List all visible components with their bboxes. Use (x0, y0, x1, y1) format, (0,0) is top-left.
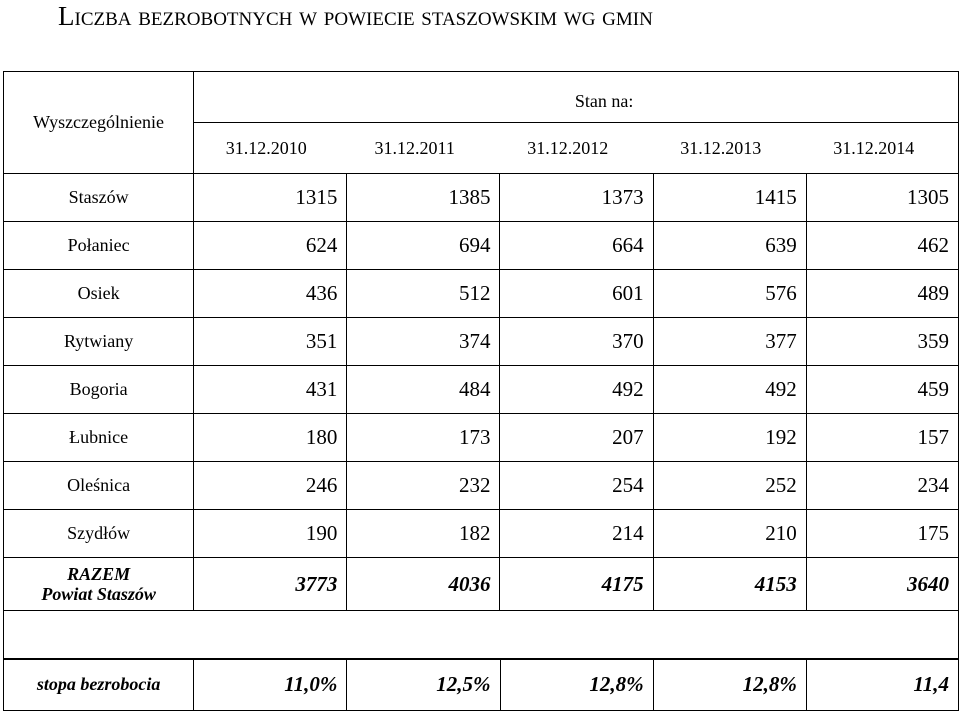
header-date: 31.12.2011 (374, 137, 455, 158)
header-row-label: Wyszczególnienie (4, 72, 194, 174)
table-cell: 576 (653, 270, 806, 318)
table-row (4, 510, 959, 558)
table-cell: 210 (653, 510, 806, 558)
row-label: Rytwiany (4, 318, 194, 366)
row-label: Bogoria (4, 366, 194, 414)
table-cell: 484 (347, 366, 500, 414)
rate-row (4, 659, 959, 711)
rate-cell: 11,4 (806, 659, 958, 711)
total-cell: 3640 (806, 558, 958, 611)
table-row (4, 222, 959, 270)
table-cell: 190 (194, 510, 347, 558)
table-cell: 234 (806, 462, 958, 510)
table-cell: 351 (194, 318, 347, 366)
table-cell: 1385 (347, 174, 500, 222)
header-date: 31.12.2013 (680, 137, 762, 158)
table-cell: 377 (653, 318, 806, 366)
table-cell: 462 (806, 222, 958, 270)
table-cell: 694 (347, 222, 500, 270)
table-cell: 246 (194, 462, 347, 510)
table-cell: 639 (653, 222, 806, 270)
table-cell: 1373 (500, 174, 653, 222)
page-title: Liczba bezrobotnych w powiecie staszowskim wg gmin (58, 1, 653, 31)
header-date: 31.12.2012 (527, 137, 609, 158)
table-row (4, 366, 959, 414)
table-cell: 359 (806, 318, 958, 366)
total-cell: 4175 (500, 558, 653, 611)
table-cell: 370 (500, 318, 653, 366)
total-cell: 4153 (653, 558, 806, 611)
rate-cell: 12,8% (500, 659, 653, 711)
table-cell: 1415 (653, 174, 806, 222)
table-row (4, 318, 959, 366)
row-label: Połaniec (4, 222, 194, 270)
header-group-label: Stan na: (194, 72, 959, 123)
row-label: Osiek (4, 270, 194, 318)
total-row (4, 558, 959, 611)
total-label-line2: Powiat Staszów (41, 584, 156, 604)
table-cell: 173 (347, 414, 500, 462)
total-label-line1: RAZEM (67, 564, 131, 584)
spacer-row (4, 611, 959, 660)
rate-cell: 12,8% (653, 659, 806, 711)
unemployment-table (3, 71, 959, 660)
row-label: Łubnice (4, 414, 194, 462)
table-cell: 175 (806, 510, 958, 558)
header-dates (194, 123, 959, 174)
table-cell: 624 (194, 222, 347, 270)
table-cell: 207 (500, 414, 653, 462)
table-cell: 214 (500, 510, 653, 558)
table-cell: 374 (347, 318, 500, 366)
total-label (4, 558, 194, 611)
unemployment-rate-table (3, 658, 959, 711)
table-cell: 436 (194, 270, 347, 318)
table-cell: 1305 (806, 174, 958, 222)
table-cell: 492 (500, 366, 653, 414)
total-cell: 4036 (347, 558, 500, 611)
table-cell: 664 (500, 222, 653, 270)
header-date: 31.12.2010 (225, 137, 307, 158)
total-cell: 3773 (194, 558, 347, 611)
table-cell: 192 (653, 414, 806, 462)
table-cell: 254 (500, 462, 653, 510)
table-cell: 157 (806, 414, 958, 462)
rate-cell: 11,0% (194, 659, 347, 711)
table-cell: 489 (806, 270, 958, 318)
table-cell: 431 (194, 366, 347, 414)
table-cell: 180 (194, 414, 347, 462)
rate-cell: 12,5% (347, 659, 500, 711)
rate-label: stopa bezrobocia (4, 659, 194, 711)
table-cell: 232 (347, 462, 500, 510)
table-cell: 252 (653, 462, 806, 510)
table-row (4, 174, 959, 222)
header-date: 31.12.2014 (833, 137, 915, 158)
table-cell: 601 (500, 270, 653, 318)
table-row (4, 270, 959, 318)
table-row (4, 414, 959, 462)
table-cell: 512 (347, 270, 500, 318)
table-cell: 182 (347, 510, 500, 558)
row-label: Staszów (4, 174, 194, 222)
table-cell: 492 (653, 366, 806, 414)
row-label: Szydłów (4, 510, 194, 558)
table-cell: 459 (806, 366, 958, 414)
table-row (4, 462, 959, 510)
table-cell: 1315 (194, 174, 347, 222)
row-label: Oleśnica (4, 462, 194, 510)
